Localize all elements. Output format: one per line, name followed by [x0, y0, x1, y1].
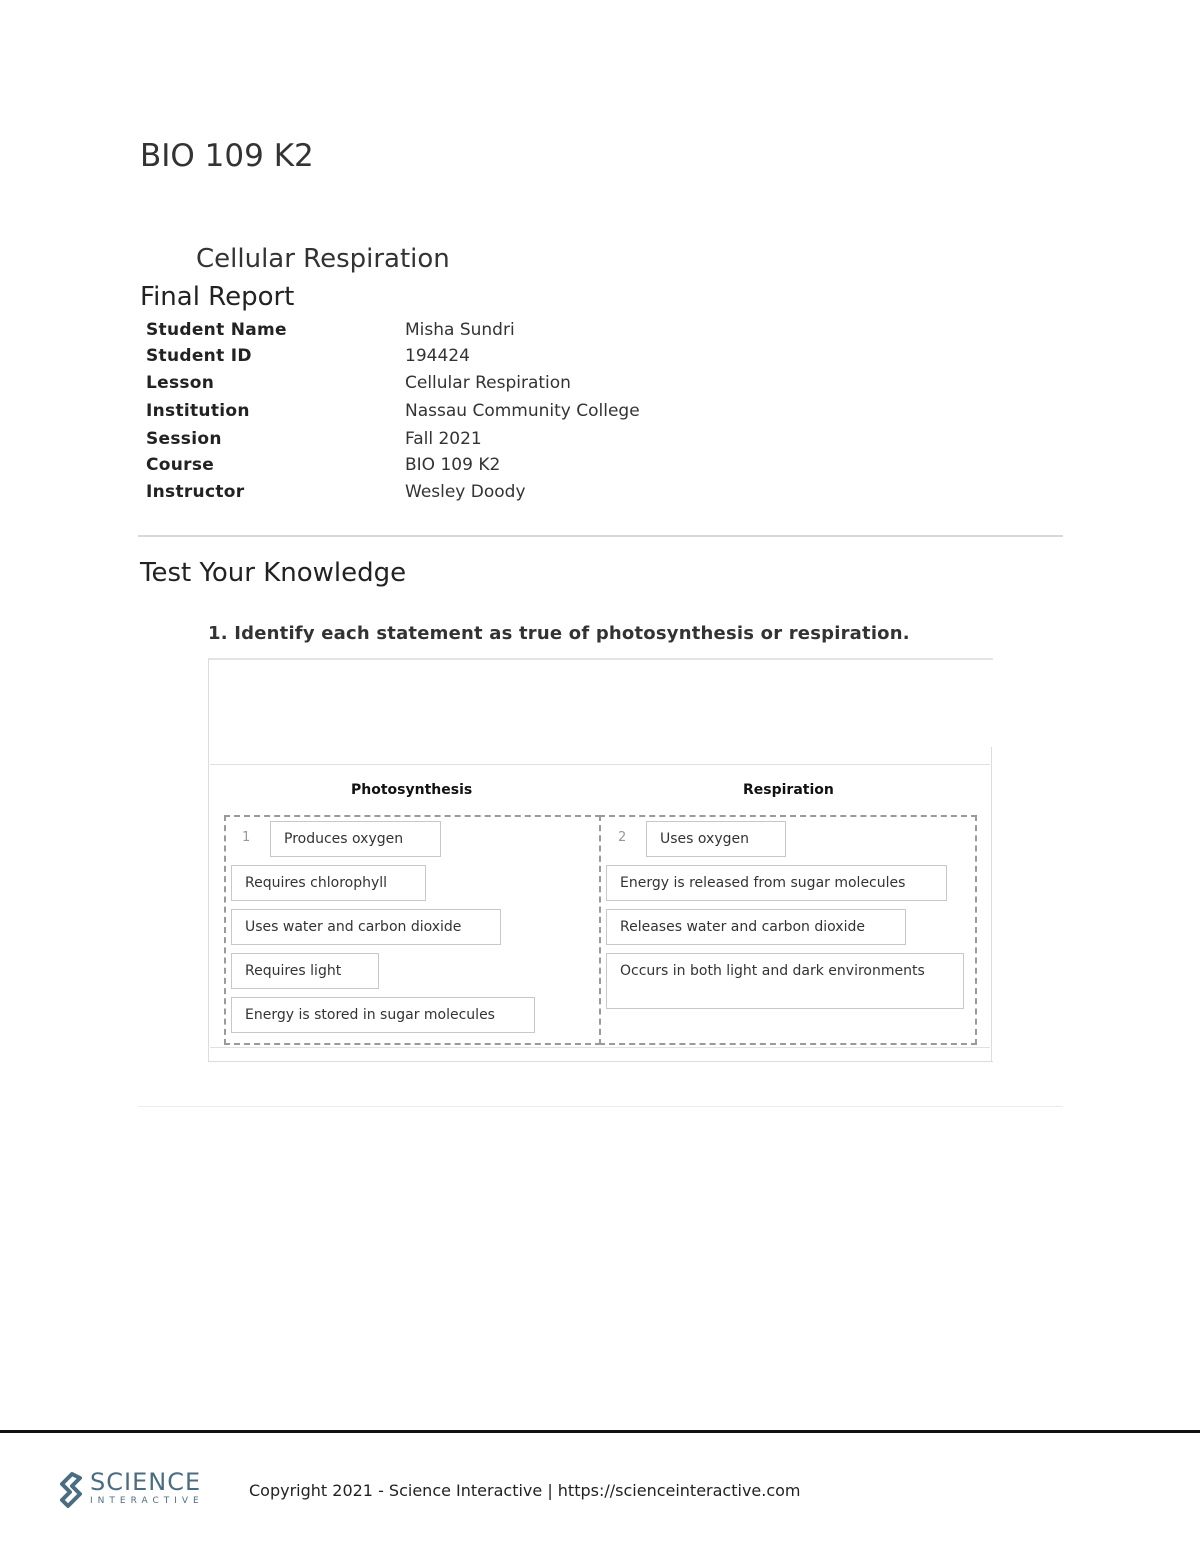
answer-chip[interactable]: Energy is released from sugar molecules — [606, 865, 947, 901]
info-row-course — [146, 455, 846, 479]
logo-mark-icon — [58, 1470, 88, 1510]
info-value: Fall 2021 — [405, 429, 482, 449]
zone-number: 1 — [242, 830, 251, 845]
column-heading-respiration: Respiration — [743, 782, 834, 798]
info-row-instructor — [146, 482, 846, 506]
info-label: Instructor — [146, 482, 245, 502]
info-label: Institution — [146, 401, 250, 421]
info-row-student-name — [146, 320, 846, 344]
info-label: Student ID — [146, 346, 252, 366]
answer-chip[interactable]: Uses oxygen — [646, 821, 786, 857]
info-value: BIO 109 K2 — [405, 455, 501, 475]
zone-number: 2 — [618, 830, 627, 845]
logo-wordmark: SCIENCE — [90, 1468, 202, 1496]
answer-chip[interactable]: Energy is stored in sugar molecules — [231, 997, 535, 1033]
section-divider — [138, 535, 1063, 537]
info-value: Cellular Respiration — [405, 373, 571, 393]
info-row-student-id — [146, 346, 846, 370]
logo-subtitle: INTERACTIVE — [90, 1496, 204, 1506]
info-row-session — [146, 429, 846, 453]
info-value: 194424 — [405, 346, 470, 366]
answer-chip[interactable]: Occurs in both light and dark environments — [606, 953, 964, 1009]
info-value: Wesley Doody — [405, 482, 526, 502]
info-label: Student Name — [146, 320, 287, 340]
course-title: BIO 109 K2 — [140, 138, 314, 174]
answer-chip[interactable]: Requires chlorophyll — [231, 865, 426, 901]
answer-chip[interactable]: Produces oxygen — [270, 821, 441, 857]
answer-chip[interactable]: Releases water and carbon dioxide — [606, 909, 906, 945]
answer-chip[interactable]: Uses water and carbon dioxide — [231, 909, 501, 945]
section-divider — [138, 1106, 1063, 1107]
info-value: Misha Sundri — [405, 320, 515, 340]
info-label: Course — [146, 455, 215, 475]
science-interactive-logo — [58, 1468, 208, 1514]
section-title: Test Your Knowledge — [140, 558, 407, 588]
footer-rule — [0, 1430, 1200, 1433]
info-row-institution — [146, 401, 846, 425]
question-frame-edge — [991, 747, 992, 1062]
question-prompt: 1. Identify each statement as true of photosynthesis or respiration. — [208, 623, 910, 644]
info-label: Lesson — [146, 373, 215, 393]
info-value: Nassau Community College — [405, 401, 640, 421]
copyright-text: Copyright 2021 - Science Interactive | https://scienceinteractive.com — [249, 1481, 801, 1500]
info-label: Session — [146, 429, 222, 449]
lesson-title: Cellular Respiration — [196, 244, 450, 274]
info-row-lesson — [146, 373, 846, 397]
report-title: Final Report — [140, 282, 295, 312]
answer-chip[interactable]: Requires light — [231, 953, 379, 989]
column-heading-photosynthesis: Photosynthesis — [351, 782, 473, 798]
